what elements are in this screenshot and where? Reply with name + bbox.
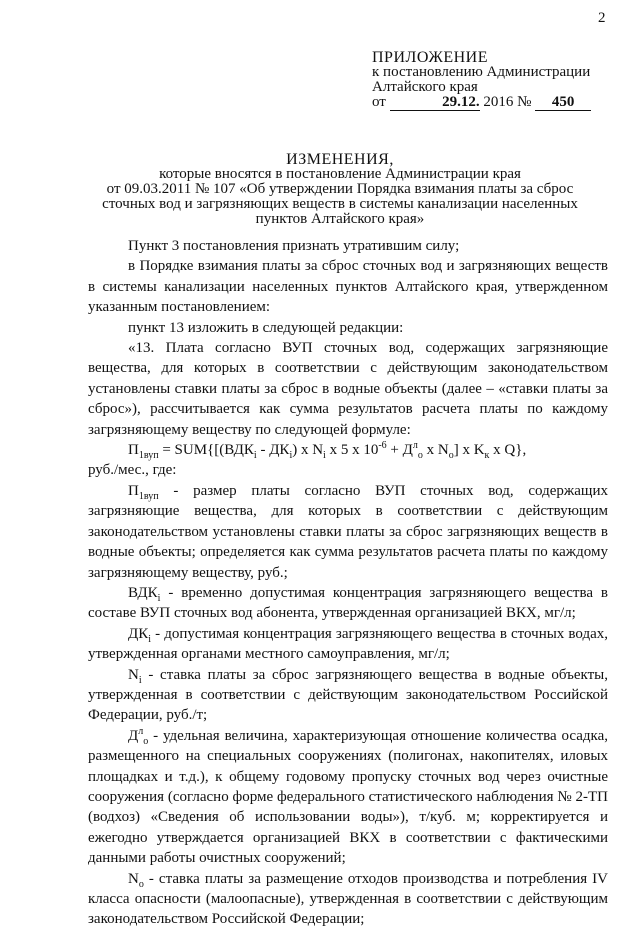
date-prefix: от xyxy=(372,94,386,110)
document-heading xyxy=(70,152,610,227)
paragraph-1: Пункт 3 постановления признать утратившим силу; xyxy=(128,238,460,254)
heading-line4: пунктов Алтайского края» xyxy=(255,211,425,227)
paragraph-2: в Порядке взимания платы за сброс сточных вод и загрязняющих веществ в системы канализации населенных пунктов Алтайского края, утвержденном указанным постановлением: xyxy=(88,258,608,316)
definition-6: $N_о$ - ставка платы за размещение отходов производства и потребления IV класса опасности (малоопасные), утвержденная в соответствии с действующим законодательством Российской Федерации; xyxy=(88,870,608,928)
number-value: 450 xyxy=(535,95,591,111)
heading-line3: сточных вод и загрязняющих веществ в системы канализации населенных xyxy=(102,196,578,212)
definition-3: $ДК_i$ - допустимая концентрация загрязняющего вещества в сточных водах, утвержденная органами местного самоуправления, мг/л; xyxy=(88,625,608,663)
heading-line2: от 09.03.2011 № 107 «Об утверждении Порядка взимания платы за сброс xyxy=(106,181,574,197)
appendix-title: ПРИЛОЖЕНИЕ xyxy=(372,49,489,66)
document-body xyxy=(88,236,608,930)
definition-1: $П_{1вуп}$ - размер платы согласно ВУП сточных вод, содержащих загрязняющие вещества, для которых в соответствии с действующим законодательством установлены ставки платы за сброс загрязняющих веществ в водные объекты; определяется как сумма результатов расчета платы по каждому загрязняющему веществу, руб.; xyxy=(88,482,608,581)
heading-line1: которые вносятся в постановление Администрации края xyxy=(159,166,521,182)
definition-4: $N_i$ - ставка платы за сброс загрязняющего вещества в водные объекты, утвержденная в соответствии с действующим законодательством Российской Федерации, руб./т; xyxy=(88,666,608,724)
page-number: 2 xyxy=(598,10,606,26)
paragraph-4: «13. Плата согласно ВУП сточных вод, содержащих загрязняющие вещества, для которых в соответствии с действующим законодательством установлены ставки платы за сброс в водные объекты (далее – «ставки платы за сброс»), рассчитывается как сумма результатов расчета платы по каждому загрязняющему веществу по следующей формуле: xyxy=(88,340,608,438)
heading-title: ИЗМЕНЕНИЯ, xyxy=(286,151,394,168)
appendix-block xyxy=(372,50,612,111)
appendix-line2: Алтайского края xyxy=(372,79,478,95)
appendix-date-line xyxy=(372,95,612,111)
paragraph-3: пункт 13 изложить в следующей редакции: xyxy=(128,319,404,336)
year-value: 2016 xyxy=(483,94,514,110)
formula: $П_{1вуп} = SUM\{[(ВДК_i - ДК_i)$ x $N_i$ x 5 x $10^{-6} + Д^л_о$ x $N_о$] x $K_к$ x Q}, xyxy=(128,440,527,462)
number-sign: № xyxy=(517,94,532,110)
definition-5: $Д^л_о$ - удельная величина, характеризующая отношение количества осадка, размещенного на специальных сооружениях (полигонах, накопителях, иловых площадках и т.д.), к общему годовому пропуску сточных вод через очистные сооружения (согласно форме федерального статистического наблюдения № 2-ТП (водхоз) «Сведения об использовании воды»), т/куб. м; корректируется и ежегодно утверждается организацией ВКХ в соответствии с фактическими данными работы очистных сооружений; xyxy=(88,725,608,867)
appendix-line1: к постановлению Администрации xyxy=(372,64,591,80)
date-value: 29.12. xyxy=(390,95,480,111)
definition-2: $ВДК_i$ - временно допустимая концентрация загрязняющего вещества в составе ВУП сточных вод абонента, утвержденная организацией ВКХ, мг/л; xyxy=(88,584,608,622)
formula-tail: руб./мес., где: xyxy=(88,462,177,479)
